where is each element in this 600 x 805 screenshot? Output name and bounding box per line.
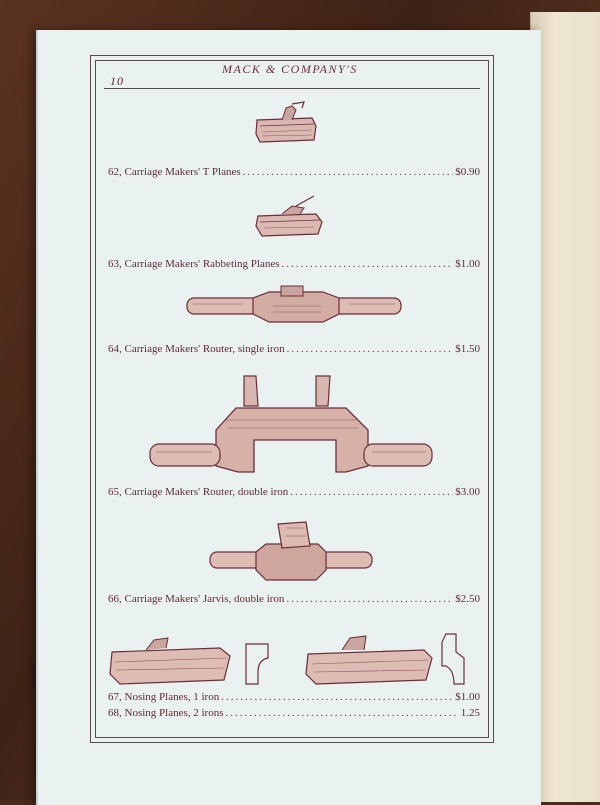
item-price: $1.00 — [455, 691, 480, 703]
leader-dots — [226, 707, 459, 719]
leader-dots — [286, 593, 453, 605]
item-label: 67, Nosing Planes, 1 iron — [108, 691, 220, 703]
page-number: 10 — [110, 74, 124, 88]
rabbeting-plane-engraving — [252, 192, 332, 242]
running-head: MACK & COMPANY'S — [222, 62, 358, 76]
item-price: $1.00 — [455, 258, 480, 270]
item-label: 68, Nosing Planes, 2 irons — [108, 707, 224, 719]
item-price: 1.25 — [460, 707, 480, 719]
list-item — [108, 593, 480, 609]
leader-dots — [290, 486, 453, 498]
item-label: 63, Carriage Makers' Rabbeting Planes — [108, 258, 280, 270]
item-price: $2.50 — [455, 593, 480, 605]
leader-dots — [287, 343, 454, 355]
list-item — [108, 486, 480, 502]
list-item — [108, 166, 480, 182]
item-price: $1.50 — [455, 343, 480, 355]
item-label: 64, Carriage Makers' Router, single iron — [108, 343, 285, 355]
leader-dots — [221, 691, 453, 703]
list-item — [108, 707, 480, 723]
item-label: 62, Carriage Makers' T Planes — [108, 166, 241, 178]
router-double-engraving — [146, 370, 436, 480]
list-item — [108, 258, 480, 274]
item-price: $0.90 — [455, 166, 480, 178]
nosing-plane-engraving — [106, 628, 476, 688]
item-label: 66, Carriage Makers' Jarvis, double iron — [108, 593, 285, 605]
jarvis-engraving — [206, 518, 376, 588]
router-single-engraving — [183, 282, 405, 330]
item-price: $3.00 — [455, 486, 480, 498]
leader-dots — [282, 258, 454, 270]
list-item — [108, 343, 480, 359]
t-plane-engraving — [252, 100, 322, 150]
leader-dots — [243, 166, 454, 178]
item-label: 65, Carriage Makers' Router, double iron — [108, 486, 289, 498]
list-item — [108, 691, 480, 707]
header-rule — [104, 88, 480, 89]
